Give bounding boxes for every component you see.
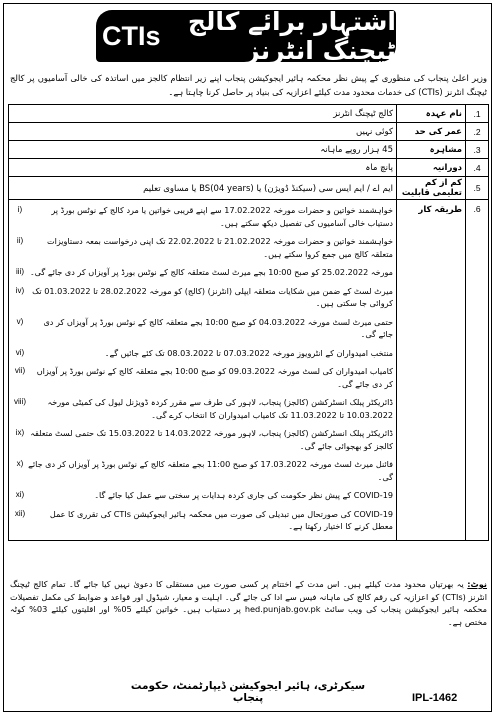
row-number: 2. bbox=[466, 123, 489, 141]
headline-banner bbox=[96, 7, 396, 65]
step-text: ڈائریکٹر پبلک انسٹرکشن (کالجز) پنجاب، لاہور کی طرف سے مقرر کردہ ڈویژنل لیول کی کمیٹی مورخہ 10.03.2022 تا 11.03.2022 تک کامیاب امیدواران کا انتخاب کرے گی۔ bbox=[47, 397, 393, 420]
step-text: خواہشمند خواتین و حضرات مورخہ 17.02.2022 سے اپنے قریبی خواتین یا مرد کالج کے نوٹس بورڈ پر دستیاب خالی آسامیوں کی تفصیل دیکھ سکتے ہیں۔ bbox=[51, 205, 393, 228]
row-value: ایم اے / ایم ایس سی (سیکنڈ ڈویژن) یا BS(04 years) یا مساوی تعلیم bbox=[9, 177, 397, 200]
table-row bbox=[9, 105, 489, 123]
headline-acronym: CTIs bbox=[102, 20, 161, 51]
step-text: فائنل میرٹ لسٹ مورخہ 17.03.2022 کو صبح 11:00 بجے متعلقہ کالج کے نوٹس بورڈ پر آویزاں کر دی جائے گی۔ bbox=[28, 459, 393, 482]
step-number: (viii bbox=[13, 397, 26, 406]
row-key: کم از کم تعلیمی قابلیت bbox=[397, 177, 466, 200]
row-value: 45 ہزار روپے ماہانہ bbox=[9, 141, 397, 159]
row-key: دورانیہ bbox=[397, 159, 466, 177]
row-key: مشاہرہ bbox=[397, 141, 466, 159]
procedure-step bbox=[12, 427, 393, 452]
headline-urdu: اشتہار برائے کالج ٹیچنگ انٹرنز bbox=[187, 7, 396, 65]
intro-paragraph: وزیر اعلیٰ پنجاب کی منظوری کے پیش نظر محکمہ ہائیر ایجوکیشن پنجاب اپنے زیر انتظام کالجز میں اساتذہ کی خالی آسامیوں پر کالج ٹیچنگ انٹرنز (CTIs) کی خدمات محدود مدت کیلئے اعزازیہ کی بنیاد پر حاصل کرنا چاہتا ہے۔ bbox=[10, 73, 487, 97]
row-number: 5. bbox=[466, 177, 489, 200]
step-text: حتمی میرٹ لسٹ مورخہ 04.03.2022 کو صبح 10:00 بجے متعلقہ کالج کے نوٹس بورڈ پر آویزاں کر دی جائے گی۔ bbox=[43, 316, 393, 339]
step-number: (vi bbox=[15, 347, 25, 357]
step-number: (ix bbox=[15, 428, 25, 437]
procedure-steps-cell bbox=[9, 200, 397, 541]
table-row bbox=[9, 159, 489, 177]
row-key: نام عہدہ bbox=[397, 105, 466, 123]
note-text: یہ بھرتیاں محدود مدت کیلئے ہیں۔ اس مدت کے اختتام پر کسی صورت میں مستقلی کا دعویٰ نہیں کیا جائے گا۔ تمام کالج ٹیچنگ انٹرنز (CTIs) کو اعزازیہ کی رقم کالج کی ماہانہ فیس سے ادا کی جائے گی۔ اہلیت و معیار، شیڈول اور قواعد و ضوابط کی مکمل تفصیلات محکمہ ہائیر ایجوکیشن پنجاب کی ویب سائٹ hed.punjab.gov.pk پر دستیاب ہیں۔ خواتین کیلئے 05% اور اقلیتوں کیلئے 03% کوٹہ مختص ہے۔ bbox=[10, 579, 487, 627]
step-number: (xii bbox=[14, 508, 26, 518]
step-number: (iii bbox=[15, 267, 24, 276]
step-text: ڈائریکٹر پبلک انسٹرکشن (کالجز) پنجاب، لاہور مورخہ 14.03.2022 تا 15.03.2022 تک حتمی لسٹ متعلقہ کالجز کو بھجوائی جائے گی۔ bbox=[30, 428, 393, 451]
procedure-step bbox=[12, 204, 393, 229]
procedure-steps bbox=[12, 204, 393, 533]
step-text: COVID-19 کی صورتحال میں تبدیلی کی صورت میں محکمہ ہائیر ایجوکیشن CTIs کی تقرری کا عمل معطل کرنے کا اختیار رکھتا ہے۔ bbox=[49, 508, 393, 531]
details-table bbox=[8, 104, 489, 541]
procedure-row bbox=[9, 200, 489, 541]
procedure-step bbox=[12, 285, 393, 310]
row-number: 1. bbox=[466, 105, 489, 123]
step-number: (vii bbox=[14, 366, 26, 375]
procedure-step bbox=[12, 508, 393, 533]
row-number: 4. bbox=[466, 159, 489, 177]
table-row bbox=[9, 123, 489, 141]
row-number: 3. bbox=[466, 141, 489, 159]
step-number: (v bbox=[16, 316, 24, 326]
signature-line: سیکرٹری، ہائیر ایجوکیشن ڈیپارٹمنٹ، حکومت پنجاب bbox=[130, 680, 366, 704]
step-number: (i bbox=[17, 205, 23, 214]
procedure-step bbox=[12, 396, 393, 421]
signature-block bbox=[118, 680, 378, 704]
step-number: (ii bbox=[16, 236, 24, 245]
note-label: نوٹ: bbox=[467, 579, 487, 589]
procedure-step bbox=[12, 235, 393, 260]
step-text: COVID-19 کے پیش نظر حکومت کی جاری کردہ ہدایات پر سختی سے عمل کیا جائے گا۔ bbox=[94, 490, 393, 500]
step-text: میرٹ لسٹ کے ضمن میں شکایات متعلقہ ایپلی (انٹرنز) (کالج) کو مورخہ 28.02.2022 تا 01.03.2022 تک کروائی جا سکتی ہیں۔ bbox=[32, 285, 393, 308]
ipl-number: IPL-1462 bbox=[412, 692, 458, 704]
step-text: مورخہ 25.02.2022 کو صبح 10:00 بجے میرٹ لسٹ متعلقہ کالج کے نوٹس بورڈ پر آویزاں کر دی جائے گی۔ bbox=[29, 267, 393, 277]
procedure-step bbox=[12, 347, 393, 360]
table-row bbox=[9, 141, 489, 159]
procedure-step bbox=[12, 489, 393, 502]
step-number: (xi bbox=[15, 490, 25, 499]
step-number: (iv bbox=[15, 285, 25, 295]
table-row bbox=[9, 177, 489, 200]
row-number: 6. bbox=[466, 200, 489, 541]
step-number: (x bbox=[16, 459, 24, 468]
procedure-step bbox=[12, 266, 393, 279]
procedure-key: طریقہ کار bbox=[397, 200, 466, 541]
row-value: پانچ ماہ bbox=[9, 159, 397, 177]
step-text: منتخب امیدواران کے انٹرویوز مورخہ 07.03.2022 تا 08.03.2022 تک کئے جائیں گے۔ bbox=[104, 347, 393, 358]
procedure-step bbox=[12, 316, 393, 341]
procedure-step bbox=[12, 458, 393, 483]
step-text: خواہشمند خواتین و حضرات مورخہ 21.02.2022 تا 22.02.2022 تک اپنی درخواست بمعہ دستاویزات متعلقہ کالج میں جمع کروا سکتے ہیں۔ bbox=[46, 236, 393, 259]
procedure-step bbox=[12, 365, 393, 390]
step-text: کامیاب امیدواران کی لسٹ مورخہ 09.03.2022 کو صبح 10:00 بجے متعلقہ کالج کے نوٹس بورڈ پر آویزاں کر دی جائے گی۔ bbox=[36, 366, 393, 389]
row-value: کالج ٹیچنگ انٹرنز bbox=[9, 105, 397, 123]
row-value: کوئی نہیں bbox=[9, 123, 397, 141]
footnote bbox=[10, 578, 487, 628]
row-key: عمر کی حد bbox=[397, 123, 466, 141]
